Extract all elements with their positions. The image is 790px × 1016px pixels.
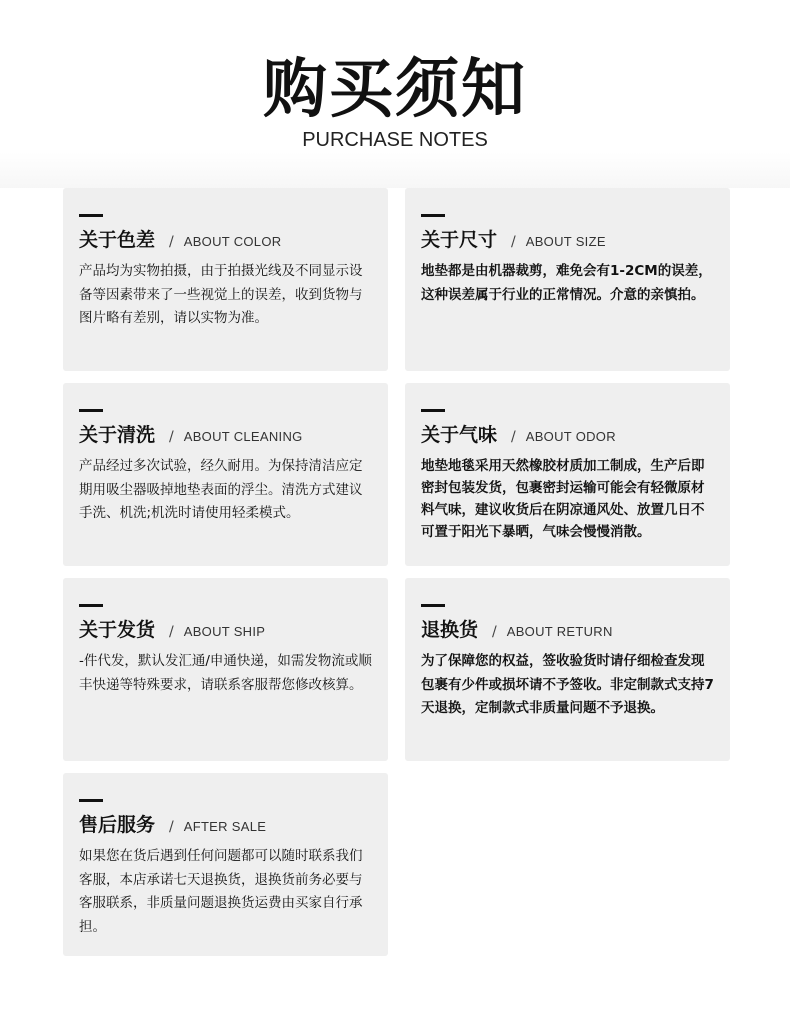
separator: /: [169, 429, 174, 445]
page-subtitle: PURCHASE NOTES: [302, 129, 488, 151]
card-body: 产品均为实物拍摄，由于拍摄光线及不同显示设备等因素带来了一些视觉上的误差，收到货物与图片略有差别，请以实物为准。: [79, 263, 363, 326]
card-title: 关于发货: [79, 619, 156, 641]
card-title: 关于气味: [421, 424, 498, 446]
divider-band: [0, 152, 790, 188]
dash-mark: [421, 214, 445, 217]
card-body: 如果您在货后遇到任何问题都可以随时联系我们客服，本店承诺七天退换货，退换货前务必要与客服联系，非质量问题退换货运费由买家自行承担。: [79, 848, 363, 935]
card-subtitle: ABOUT COLOR: [183, 234, 282, 249]
card-title: 退换货: [421, 619, 479, 641]
separator: /: [492, 624, 497, 640]
dash-mark: [79, 799, 103, 802]
card-about-return: [405, 578, 730, 761]
card-subtitle: AFTER SALE: [183, 819, 267, 834]
card-body: 产品经过多次试验，经久耐用。为保持清洁应定期用吸尘器吸掉地垫表面的浮尘。清洗方式建议手洗、机洗;机洗时请使用轻柔模式。: [79, 458, 363, 521]
dash-mark: [421, 409, 445, 412]
card-body: 为了保障您的权益，签收验货时请仔细检查发现包裹有少件或损坏请不予签收。非定制款式支持7天退换，定制款式非质量问题不予退换。: [421, 653, 714, 716]
card-body: 地垫地毯采用天然橡胶材质加工制成，生产后即密封包装发货，包裹密封运输可能会有轻微原材料气味，建议收货后在阴凉通风处、放置几日不可置于阳光下暴晒，气味会慢慢消散。: [421, 458, 705, 540]
card-about-odor: [405, 383, 730, 566]
card-about-color: [63, 188, 388, 371]
dash-mark: [79, 604, 103, 607]
card-title: 售后服务: [79, 814, 156, 836]
card-after-sale: [63, 773, 388, 956]
card-body: -件代发，默认发汇通/申通快递，如需发物流或顺丰快递等特殊要求，请联系客服帮您修改核算。: [79, 653, 372, 693]
card-subtitle: ABOUT RETURN: [506, 624, 613, 639]
separator: /: [511, 234, 516, 250]
card-subtitle: ABOUT CLEANING: [183, 429, 303, 444]
card-subtitle: ABOUT SIZE: [525, 234, 606, 249]
separator: /: [169, 624, 174, 640]
card-about-ship: [63, 578, 388, 761]
dash-mark: [421, 604, 445, 607]
card-subtitle: ABOUT SHIP: [183, 624, 266, 639]
separator: /: [169, 819, 174, 835]
separator: /: [169, 234, 174, 250]
card-subtitle: ABOUT ODOR: [525, 429, 616, 444]
card-title: 关于清洗: [79, 424, 156, 446]
separator: /: [511, 429, 516, 445]
page-title: 购买须知: [263, 53, 527, 127]
card-title: 关于色差: [79, 229, 156, 251]
dash-mark: [79, 409, 103, 412]
card-about-size: [405, 188, 730, 371]
card-title: 关于尺寸: [421, 229, 498, 251]
card-body: 地垫都是由机器裁剪，难免会有1-2CM的误差，这种误差属于行业的正常情况。介意的亲慎拍。: [421, 263, 712, 303]
card-about-cleaning: [63, 383, 388, 566]
dash-mark: [79, 214, 103, 217]
